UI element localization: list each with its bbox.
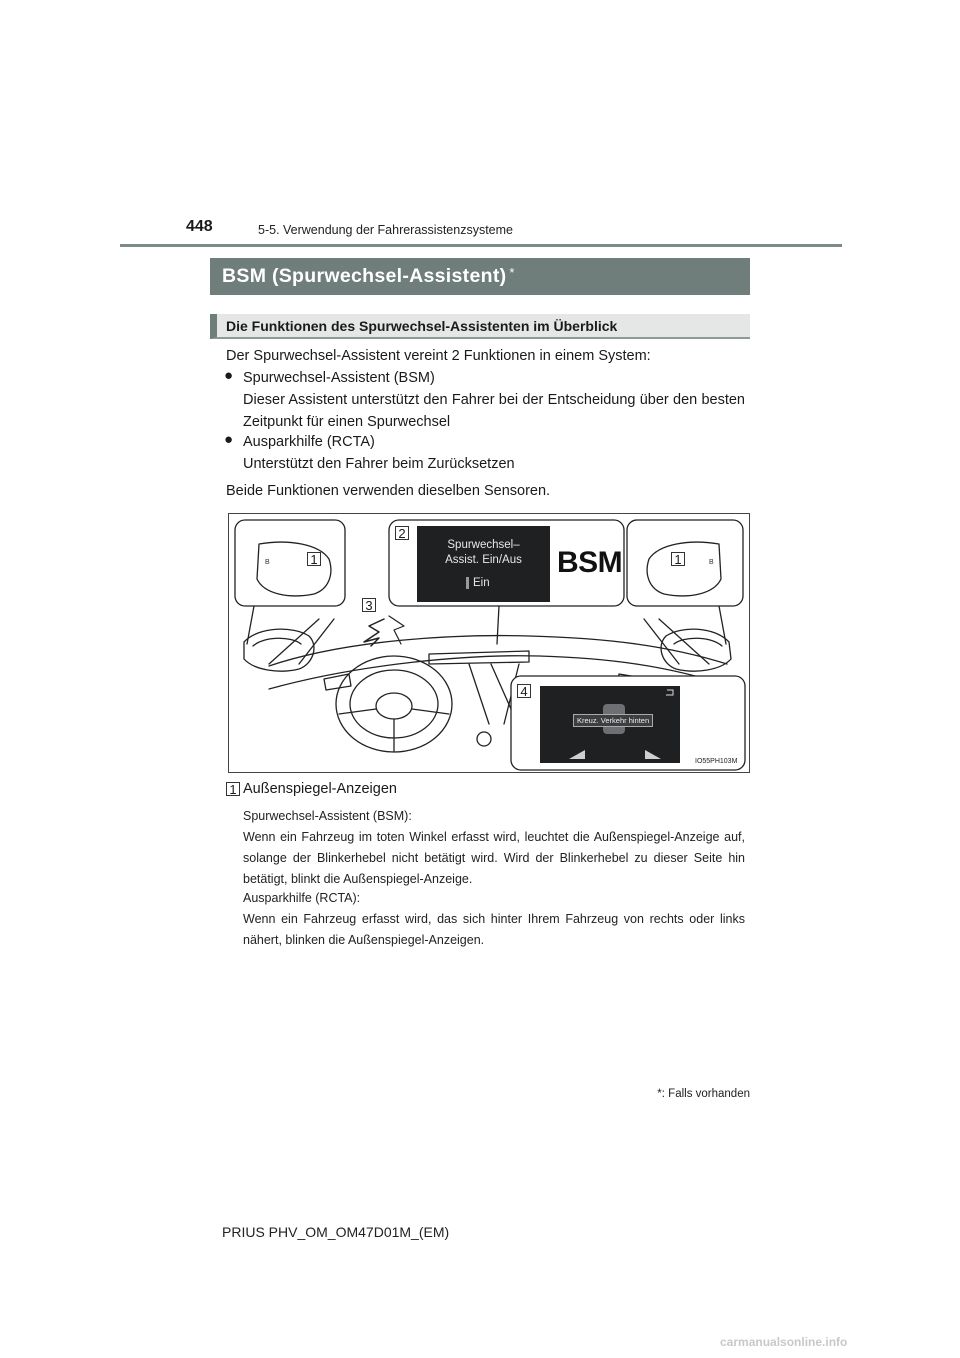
section-title-text: BSM (Spurwechsel-Assistent) bbox=[222, 265, 507, 287]
display-line-2: Assist. Ein/Aus bbox=[445, 554, 522, 566]
footer-doc-id: PRIUS PHV_OM_OM47D01M_(EM) bbox=[222, 1224, 450, 1240]
running-header: 5-5. Verwendung der Fahrerassistenzsysteme bbox=[258, 223, 513, 237]
svg-text:B: B bbox=[709, 559, 714, 566]
svg-text:B: B bbox=[265, 559, 270, 566]
watermark: carmanualsonline.info bbox=[720, 1335, 848, 1349]
item-number: 1 bbox=[226, 782, 240, 796]
bullet-icon: ● bbox=[224, 431, 234, 448]
header-rule bbox=[120, 244, 842, 247]
callout-3: 3 bbox=[362, 598, 376, 612]
bullet-text: Unterstützt den Fahrer beim Zurücksetzen bbox=[243, 456, 515, 472]
bullet-icon: ● bbox=[224, 367, 234, 384]
image-code: IO55PH103M bbox=[695, 758, 738, 765]
bullet-title: Spurwechsel-Assistent (BSM) bbox=[243, 370, 435, 386]
para2-label: Ausparkhilfe (RCTA): bbox=[243, 891, 361, 905]
section-title bbox=[210, 258, 750, 295]
bullet-title: Ausparkhilfe (RCTA) bbox=[243, 434, 375, 450]
sensors-note: Beide Funktionen verwenden dieselben Sensoren. bbox=[226, 483, 551, 499]
subheading: Die Funktionen des Spurwechsel-Assistenten im Überblick bbox=[210, 314, 750, 339]
para1-text: Wenn ein Fahrzeug im toten Winkel erfasst wird, leuchtet die Außenspiegel-Anzeige auf, solange der Blinkerhebel nicht betätigt wird. Wird der Blinkerhebel zu dieser Seite hin betätigt, blinkt die Außenspiegel-Anzeige. bbox=[243, 830, 745, 886]
intro-text: Der Spurwechsel-Assistent vereint 2 Funktionen in einem System: bbox=[226, 348, 651, 364]
asterisk-mark: * bbox=[509, 265, 515, 280]
display-state: Ein bbox=[473, 577, 490, 589]
para2-text: Wenn ein Fahrzeug erfasst wird, das sich hinter Ihrem Fahrzeug von rechts oder links nähert, blinken die Außenspiegel-Anzeigen. bbox=[243, 912, 745, 947]
screen-label: Kreuz. Verkehr hinten bbox=[573, 714, 653, 727]
footnote-mark: * bbox=[657, 1088, 662, 1100]
callout-2: 2 bbox=[395, 526, 409, 540]
callout-1-left: 1 bbox=[307, 552, 321, 566]
page-number: 448 bbox=[186, 218, 213, 235]
bsm-logo: BSM bbox=[557, 546, 623, 579]
callout-1-right: 1 bbox=[671, 552, 685, 566]
para1-label: Spurwechsel-Assistent (BSM): bbox=[243, 809, 412, 823]
callout-4: 4 bbox=[517, 684, 531, 698]
display-line-1: Spurwechsel– bbox=[447, 539, 520, 551]
item-title: Außenspiegel-Anzeigen bbox=[243, 781, 397, 797]
bullet-text: Dieser Assistent unterstützt den Fahrer bei der Entscheidung über den besten Zeitpunkt für einen Spurwechsel bbox=[243, 392, 745, 430]
footnote bbox=[620, 1088, 750, 1100]
footnote-text: : Falls vorhanden bbox=[661, 1088, 750, 1100]
dashboard-illustration bbox=[228, 513, 750, 773]
